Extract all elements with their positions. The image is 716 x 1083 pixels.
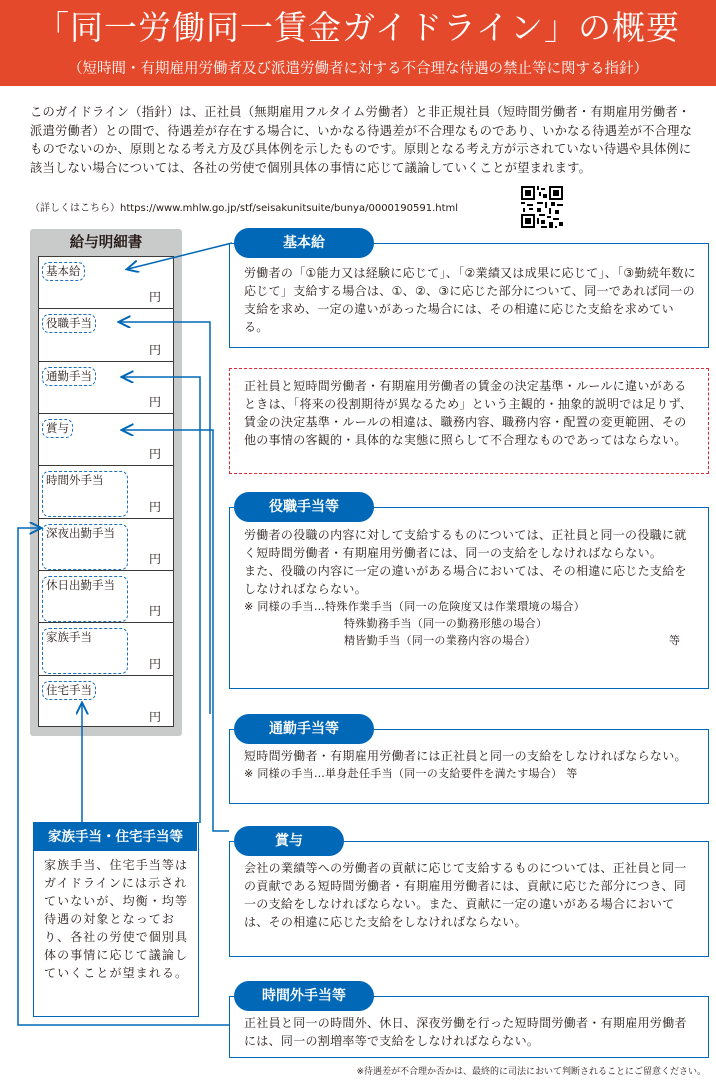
payslip-label-family: 家族手当: [42, 628, 128, 674]
yen-unit: 円: [148, 499, 161, 514]
section-position-allowance-body: [244, 526, 696, 649]
section-commute-allowance: [229, 721, 709, 804]
similar-allowance-etc: 等: [669, 634, 681, 647]
similar-allowance-prefix: ※ 同様の手当…: [244, 600, 326, 613]
payslip-title: 給与明細書: [69, 235, 143, 251]
payslip-table: [38, 256, 174, 727]
salary-rule-note: [229, 368, 709, 474]
yen-unit: 円: [148, 656, 161, 671]
section-commute-allowance-body: [244, 747, 696, 783]
yen-unit: 円: [148, 604, 161, 619]
payslip-label-bonus: 賞与: [42, 419, 73, 438]
section-bonus-text: 会社の業績等への労働者の貢献に応じて支給するものについては、正社員と同一の貢献である短時間労働者・有期雇用労働者には、貢献に応じた部分につき、同一の支給をしなければならない。また、貢献に一定の違いがある場合においては、その相違に応じた支給をしなければならない。: [244, 861, 687, 929]
payslip-label-night: 深夜出勤手当: [42, 524, 128, 570]
payslip-row-position: [39, 309, 173, 361]
payslip-label-housing: 住宅手当: [42, 681, 96, 700]
similar-allowance-3: 精皆勤手当（同一の業務内容の場合） 等: [344, 634, 681, 647]
section-family-housing-title: 家族手当・住宅手当等: [34, 823, 197, 851]
section-overtime-allowance-tag: [234, 981, 374, 1011]
payslip-label-commute: 通勤手当: [42, 367, 96, 386]
section-position-allowance: [229, 499, 709, 689]
page-title: 「同一労働同一賃金ガイドライン」の概要: [35, 8, 681, 47]
section-family-housing: [33, 822, 199, 1017]
payslip-row-bonus: [39, 414, 173, 466]
section-bonus-tag: [234, 826, 344, 856]
section-overtime-allowance-text: 正社員と同一の時間外、休日、深夜労働を行った短時間労働者・有期雇用労働者には、同一の割増率等で支給をしなければならない。: [244, 1016, 687, 1048]
similar-allowance-1: ※ 同様の手当…特殊作業手当（同一の危険度又は作業環境の場合）: [244, 600, 586, 613]
section-position-allowance-text2: また、役職の内容に一定の違いがある場合においては、その相違に応じた支給をしなければならない。: [244, 564, 687, 596]
section-commute-similar: ※ 同様の手当…単身赴任手当（同一の支給要件を満たす場合） 等: [244, 767, 578, 780]
yen-unit: 円: [148, 551, 161, 566]
payslip: [30, 229, 182, 736]
intro-paragraph: このガイドライン（指針）は、正社員（無期雇用フルタイム労働者）と非正規社員（短時間労働者・有期雇用労働者・派遣労働者）との間で、待遇差が存在する場合に、いかなる待遇差が不合理なものであり、いかなる待遇差が不合理なものでないのか、原則となる考え方及び具体例を示したものです。原則となる考え方が示されていない待遇や具体例に該当しない場合については、各社の労使で個別具体の事情に応じて議論していくことが望まれます。: [30, 105, 693, 175]
payslip-label-basic: 基本給: [42, 262, 85, 281]
yen-unit: 円: [148, 394, 161, 409]
section-bonus: [229, 833, 709, 957]
yen-unit: 円: [148, 447, 161, 462]
payslip-row-overtime: [39, 466, 173, 518]
section-basic-salary-title: 基本給: [283, 235, 325, 251]
payslip-label-overtime: 時間外手当: [42, 471, 128, 517]
qr-code-icon: [521, 186, 563, 228]
section-position-allowance-tag: [234, 492, 374, 522]
section-basic-salary-text: 労働者の「①能力又は経験に応じて」、「②業績又は成果に応じて」、「③勤続年数に応じて」支給する場合は、①、②、③に応じた部分について、同一であれば同一の支給を求め、一定の違いがあった場合には、その相違に応じた支給を求めている。: [244, 266, 696, 334]
section-commute-allowance-text: 短時間労働者・有期雇用労働者には正社員と同一の支給をしなければならない。: [244, 749, 687, 763]
page-subtitle: （短時間・有期雇用労働者及び派遣労働者に対する不合理な待遇の禁止等に関する指針）: [68, 61, 648, 77]
payslip-row-commute: [39, 362, 173, 414]
payslip-row-housing: [39, 676, 173, 728]
similar-allowance-2: 特殊勤務手当（同一の勤務形態の場合）: [344, 617, 548, 630]
section-commute-allowance-tag: [234, 714, 374, 744]
footnote: ※待遇差が不合理か否かは、最終的に司法において判断されることにご留意ください。: [356, 1067, 706, 1077]
yen-unit: 円: [148, 709, 161, 724]
yen-unit: 円: [148, 342, 161, 357]
salary-rule-note-text: 正社員と短時間労働者・有期雇用労働者の賃金の決定基準・ルールに違いがあるときは、「将来の役割期待が異なるため」という主観的・抽象的説明では足りず、賃金の決定基準・ルールの相違は、職務内容、職務内容・配置の変更範囲、その他の事情の客観的・具体的な実態に照らして不合理なものであってはならない。: [244, 379, 693, 447]
section-commute-allowance-title: 通勤手当等: [269, 721, 339, 737]
detail-link[interactable]: （詳しくはこちら）https://www.mhlw.go.jp/stf/seisakunitsuite/bunya/0000190591.html: [30, 203, 459, 214]
section-position-allowance-title: 役職手当等: [269, 499, 339, 515]
payslip-row-holiday: [39, 571, 173, 623]
section-overtime-allowance: [229, 988, 709, 1058]
payslip-label-position: 役職手当: [42, 314, 96, 333]
section-position-allowance-text1: 労働者の役職の内容に対して支給するものについては、正社員と同一の役職に就く短時間労働者・有期雇用労働者には、同一の支給をしなければならない。: [244, 528, 687, 560]
section-overtime-allowance-title: 時間外手当等: [262, 988, 346, 1004]
payslip-row-family: [39, 623, 173, 675]
yen-unit: 円: [148, 290, 161, 305]
section-basic-salary-tag: [234, 228, 374, 258]
section-bonus-title: 賞与: [275, 833, 303, 849]
section-basic-salary: [229, 235, 709, 348]
payslip-row-basic: [39, 257, 173, 309]
payslip-label-holiday: 休日出勤手当: [42, 576, 128, 622]
section-family-housing-text: 家族手当、住宅手当等はガイドラインには示されていないが、均衡・均等待遇の対象となっており、各社の労使で個別具体の事情に応じて議論していくことが望まれる。: [44, 858, 189, 980]
header-banner: [0, 0, 716, 86]
payslip-row-night: [39, 519, 173, 571]
